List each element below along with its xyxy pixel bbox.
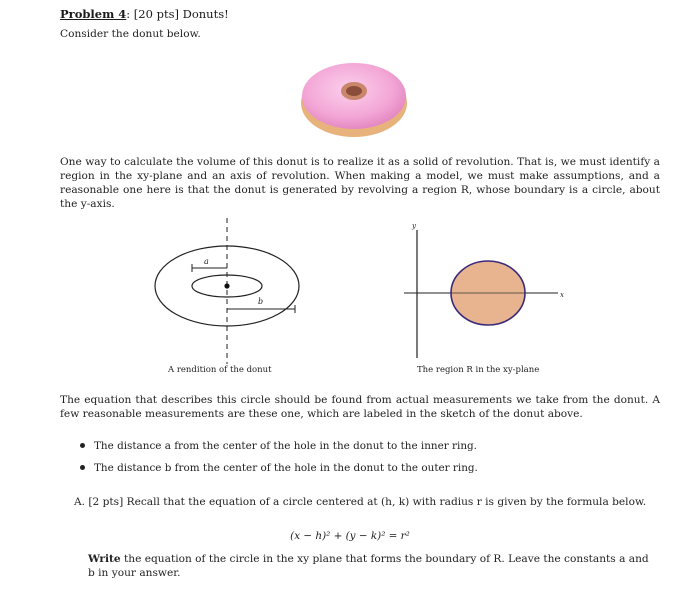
problem-points: : [20 pts] Donuts! [126, 7, 229, 21]
region-r-figure [400, 220, 570, 360]
donut-sketch-figure [148, 216, 308, 366]
bullet-icon [80, 443, 85, 448]
bullet-icon [80, 465, 85, 470]
problem-label: Problem 4 [60, 7, 127, 21]
label-x: x [560, 291, 564, 299]
write-bold: Write [88, 553, 121, 565]
label-a: a [204, 257, 209, 266]
list-item [80, 461, 478, 475]
caption-donut-rendition: A rendition of the donut [168, 365, 272, 375]
donut-photo-icon [296, 55, 412, 141]
caption-region-r: The region R in the xy-plane [417, 365, 540, 375]
label-b: b [258, 297, 264, 306]
hole-center-dot [224, 283, 229, 288]
part-a-prompt: A. [2 pts] Recall that the equation of a circle centered at (h, k) with radius r is given by the formula below. [74, 496, 647, 508]
label-y: y [412, 222, 416, 230]
paragraph-solid-of-revolution: One way to calculate the volume of this donut is to realize it as a solid of revolution. That is, we must identify a region in the xy-plane and an axis of revolution. When making a model, we must make assumptions, and a reasonable one here is that the donut is generated by revolving a region R, whose boundary is a circle, about the y-axis. [60, 156, 660, 210]
circle-equation: (x − h)² + (y − k)² = r² [290, 530, 410, 542]
write-rest: the equation of the circle in the xy plane that forms the boundary of R. Leave the constants a and b in your answer. [88, 553, 649, 579]
bullet-text-b: The distance b from the center of the hole in the donut to the outer ring. [94, 462, 478, 474]
intro-text: Consider the donut below. [60, 28, 201, 40]
paragraph-measurements: The equation that describes this circle should be found from actual measurements we take from the donut. A few reasonable measurements are these one, which are labeled in the sketch of the donut above. [60, 394, 660, 420]
list-item [80, 439, 477, 453]
bullet-text-a: The distance a from the center of the hole in the donut to the inner ring. [94, 440, 477, 452]
problem-title [60, 7, 229, 21]
write-instruction [88, 552, 658, 580]
